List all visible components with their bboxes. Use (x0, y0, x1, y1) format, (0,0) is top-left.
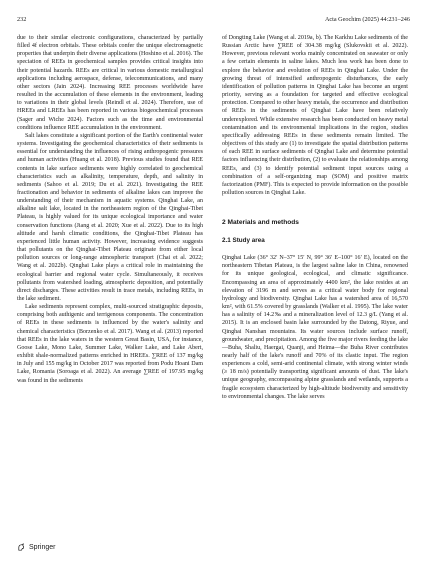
paragraph-rees-background: due to their similar electronic configurations, characterized by partially filled 4f electron orbitals. These orbitals confer the unique electromagnetic properties that underpin their diverse applications (Hoshino et al. 2016). The speciation of REEs in geochemical samples provides critical insights into their potential hazards. REEs are critical in various domestic metallurgical applications including aerospace, defense, telecommunications, and many other sectors (Jain 2024). Increasing REE processes worldwide have resulted in the accumulation of these elements in the environment, leading to variations in their global levels (Reindl et al. 2024). Therefore, use of HREEs and LREEs has been reported in various biogeochemical processes (Sager and Wiche 2024). Factors such as the time and environmental conditions influence REE accumulation in the environment. (17, 35, 203, 131)
subsection-heading: 2.1 Study area (222, 237, 265, 245)
page-footer (17, 541, 55, 553)
paragraph-lake-sediments: Lake sediments represent complex, multi-sourced stratigraphic deposits, comprising both authigenic and terrigenous components. The concentration of REEs in these sediments is influenced by the water's salinity and chemical characteristics (Borzenko et al. 2017). Wang et al. (2013) reported that REEs in the lake waters in the western Great Basin, USA, for instance, Goose Lake, Mono Lake, Summer Lake, Walker Lake, and Lake Abert, exhibit shale-normalized patterns enriched in HREEs. ∑REE of 137 mg/kg in July and 155 mg/kg in October 2017 was reported from Podu Hoani Dam Lake, Romania (Soroaga et al. 2022). An average ∑REE of 197.95 mg/kg was found in the sediments (17, 304, 203, 384)
running-header (17, 15, 410, 25)
springer-horse-logo-icon (17, 543, 26, 552)
left-column (17, 34, 203, 385)
paragraph-study-area: Qinghai Lake (36° 32′ N–37° 15′ N, 99° 36′ E–100° 16′ E), located on the northeastern Tibetan Plateau, is the largest saline lake in China, renowned for its unique geological, ecological, and climatic significance. Encompassing an area of approximately 4400 km², the lake resides at an elevation of 3196 m and serves as a critical water body for regional hydrology and biodiversity. Qinghai Lake has a watershed area of 16,570 km², with 61.5% covered by grasslands (Walker et al. 1995). The lake water has a salinity of 14.2‰ and a mineralization level of 12.3 g/L (Yang et al. 2015). It is an enclosed basin lake surrounded by the Datong, Riyue, and Qinghai Nanshan mountains. Its water sources include surface runoff, groundwater, and precipitation. Among the five major rivers feeding the lake—Buha, Shaliu, Haergai, Quanji, and Heima—the Buha River contributes nearly half of the lake's runoff and 70% of its clastic input. The region experiences a cold, semi-arid continental climate, with strong winter winds (≥ 18 m/s) potentially transporting significant amounts of dust. The lake's unique geography, encompassing alpine grasslands and wetlands, supports a fragile ecosystem characterized by high-altitude biodiversity and sensitivity to environmental changes. The lake serves (222, 255, 408, 400)
paragraph-salt-lakes: Salt lakes constitute a significant portion of the Earth's continental water systems. Investigating the geochemical characteristics of their sediments is essential for understanding the influences of rising anthropogenic pressures and human activities (Huang et al. 2018). Previous studies found that REE contents in lake surface sediments were highly correlated to geochemical characteristics such as alkalinity, temperature, depth, and salinity in sediments (Sahoo et al. 2019; Du et al. 2021). Investigating the REE fractionation and behavior in sediments of alkaline lakes can improve the understanding of their mechanism in aquatic systems. Qinghai Lake, an alkaline salt lake, located in the northeastern region of the Qinghai-Tibet Plateau, is highly valued for its unique ecological importance and water conservation functions (Jiang et al. 2020; Xue et al. 2022). Due to its high altitude and harsh climatic conditions, the Qinghai-Tibet Plateau has experienced little human activity. However, increasing evidence suggests that pollutants on the Qinghai-Tibet Plateau originate from either local pollution sources or long-range atmospheric transport (Chai et al. 2022; Wang et al. 2022b). Qinghai Lake plays a critical role in maintaining the ecological barrier and regional water cycle. Simultaneously, it receives pollutants from watershed loading, atmospheric deposition, and potentially direct discharges. These activities result in trace metals, including REEs, in the lake sediment. (17, 132, 203, 302)
journal-citation: Acta Geochim (2025) 44:231–246 (324, 16, 410, 23)
section-heading: 2 Materials and methods (222, 219, 299, 227)
paragraph-objectives: of Dongting Lake (Wang et al. 2019a, b). The Karkhu Lake sediments of the Russian Arctic have ∑REE of 304.38 mg/kg (Slukovskii et al. 2022). However, previous relevant works mainly concentrated on seawater or only a few certain elements in saline lakes. Much less work has been done to explore the behavior and evolution of REEs in Qinghai Lake. Under the growing threat of intensified anthropogenic disturbances, the early identification of pollution patterns in Qinghai Lake has become an urgent priority, serving as a foundation for targeted and effective ecological protection. Compared to other heavy metals, the occurrence and distribution of REEs in the sediments of Qinghai Lake have been relatively underexplored. While extensive research has been conducted on heavy metal contamination and its environmental implications in the region, studies specifically addressing REEs in these sediments remain limited. The objectives of this study are (1) to investigate the spatial distribution patterns of each REE in surface sediments of Qinghai Lake and determine potential factors influencing their distribution, (2) to evaluate the relationships among REEs, and (3) to identify potential sediment input sources using a combination of a self-organizing map (SOM) and positive matrix factorization (PMF). This is expected to provide information on the possible pollution sources in Qinghai Lake. (222, 35, 408, 196)
page-number: 232 (17, 16, 27, 23)
springer-brand: Springer (29, 543, 56, 551)
right-column (222, 34, 408, 401)
